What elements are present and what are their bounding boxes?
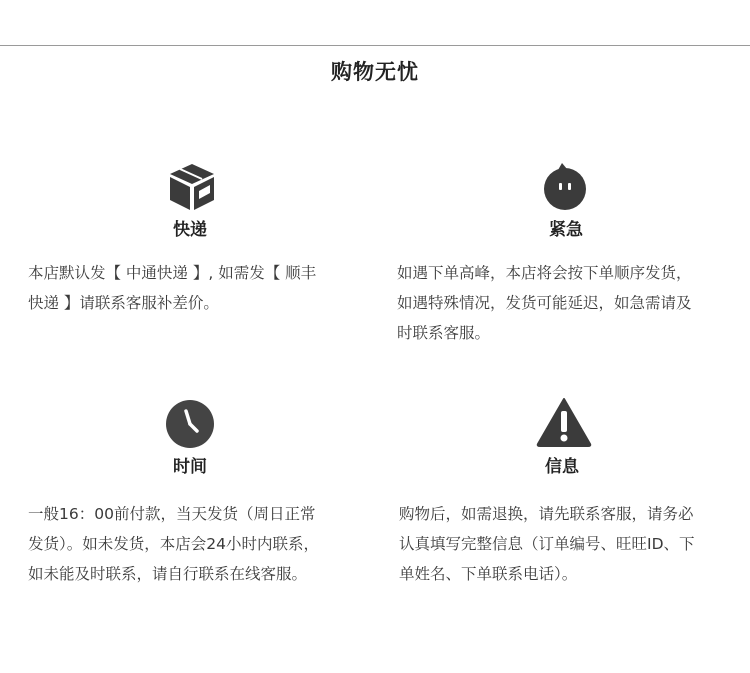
card-title-express: 快递 bbox=[173, 220, 207, 240]
card-body-urgent: 如遇下单高峰，本店将会按下单顺序发货， 如遇特殊情况，发货可能延迟，如急需请及 时联系客服。 bbox=[397, 264, 692, 342]
package-box-icon bbox=[166, 160, 218, 212]
card-title-urgent: 紧急 bbox=[549, 220, 583, 240]
chat-bubble-icon bbox=[542, 163, 588, 211]
card-title-info: 信息 bbox=[545, 457, 579, 477]
card-body-info: 购物后，如需退换，请先联系客服，请务必 认真填写完整信息（订单编号、旺旺ID、下 单姓名、下单联系电话）。 bbox=[399, 505, 695, 583]
top-divider bbox=[0, 45, 750, 46]
warning-icon bbox=[536, 396, 592, 448]
card-body-time: 一般16：00前付款，当天发货（周日正常 发货）。如未发货，本店会24小时内联系， 如未能及时联系，请自行联系在线客服。 bbox=[28, 505, 319, 583]
card-body-express: 本店默认发【 中通快递 】, 如需发【 顺丰 快递 】请联系客服补差价。 bbox=[28, 264, 317, 312]
clock-icon bbox=[164, 398, 216, 450]
page-title: 购物无忧 bbox=[331, 60, 419, 84]
card-title-time: 时间 bbox=[173, 457, 207, 477]
